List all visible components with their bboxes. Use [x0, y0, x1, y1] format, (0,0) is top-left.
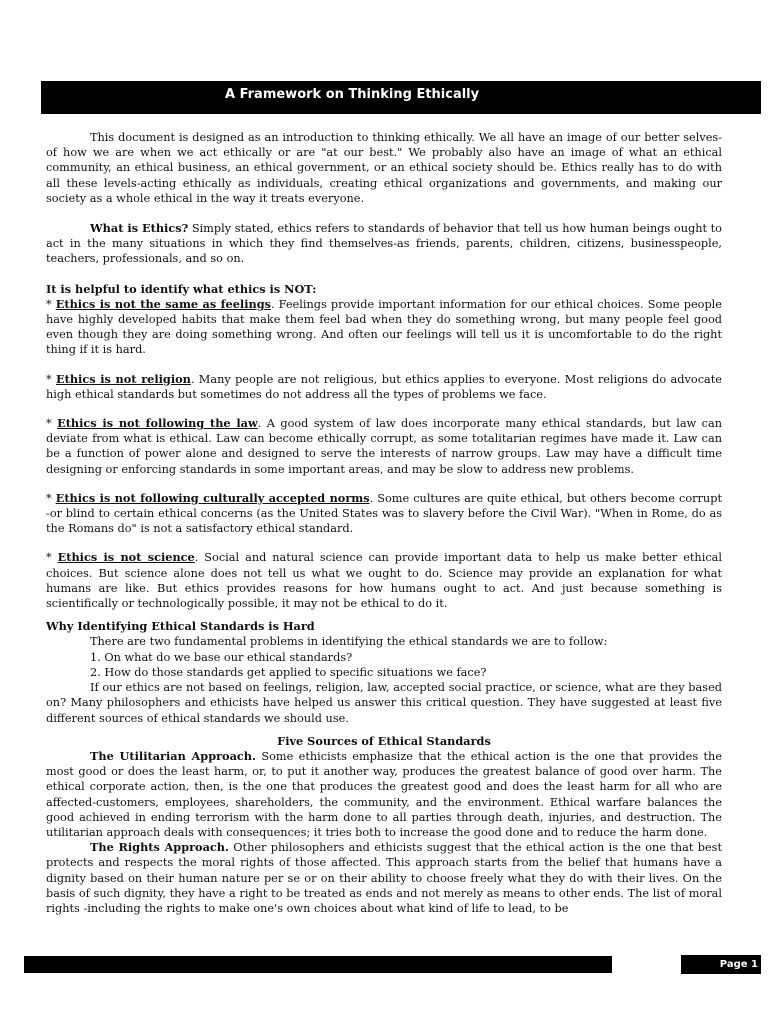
not-item-label: Ethics is not the same as feelings — [55, 296, 271, 311]
why-paragraph: If our ethics are not based on feelings, religion, law, accepted social practice, or science, what are they based on? Many philosophers and ethicists have helped us answer this critical question. They have suggested at least five different sources of ethical standards we should use. — [46, 681, 722, 725]
why-heading: Why Identifying Ethical Standards is Hard — [46, 619, 315, 634]
five-sources-heading: Five Sources of Ethical Standards — [277, 733, 491, 748]
not-item-text: . Some cultures are quite ethical, but others become corrupt -or blind to certain ethical concerns (as the United States was to slavery before the Civil War). "When in Rome, do as the Romans do" is not a satisfactory ethical standard. — [46, 491, 722, 536]
not-item-religion — [46, 372, 722, 402]
utilitarian-label: The Utilitarian Approach. — [90, 748, 256, 763]
bullet-star: * — [46, 491, 56, 505]
not-item-text: . Feelings provide important information for our ethical choices. Some people have highly developed habits that make them feel bad when they do something wrong, but many people feel good even though they are doing something wrong. And often our feelings will tell us it is uncomfortable to do the right thing if it is hard. — [46, 297, 722, 357]
not-item-label: Ethics is not religion — [55, 371, 191, 386]
not-item-law — [46, 416, 722, 477]
what-is-ethics-paragraph — [46, 221, 722, 267]
not-item-norms — [46, 491, 722, 537]
utilitarian-text: Some ethicists emphasize that the ethical action is the one that provides the most good or does the least harm, or, to put it another way, produces the greatest balance of good over harm. The ethical corporate action, then, is the one that produces the greatest good and does the least harm for all who are affected-customers, employees, shareholders, the community, and the environment. Ethical warfare balances the good achieved in ending terrorism with the harm done to all parties through death, injuries, and destruction. The utilitarian approach deals with consequences; it tries both to increase the good done and to reduce the harm done. — [46, 749, 723, 839]
not-item-text: . Social and natural science can provide important data to help us make better ethical choices. But science alone does not tell us what we ought to do. Science may provide an explanation for what humans are like. But ethics provides reasons for how humans ought to act. And just because something is scientifically or technologically possible, it may not be ethical to do it. — [46, 551, 722, 611]
why-intro: There are two fundamental problems in identifying the ethical standards we are to follow: — [90, 635, 608, 649]
page-number: Page 1 — [681, 955, 761, 974]
not-item-label: Ethics is not following the law — [57, 416, 258, 431]
bullet-star: * — [46, 417, 58, 431]
why-item: 2. How do those standards get applied to specific situations we face? — [90, 665, 487, 679]
not-item-feelings — [46, 297, 722, 358]
bullet-star: * — [46, 297, 56, 311]
not-item-label: Ethics is not science — [57, 550, 195, 565]
what-is-ethics-text: Simply stated, ethics refers to standards of behavior that tell us how human beings ought to act in the many situations in which they find themselves-as friends, parents, children, citizens, businesspeople, teachers, professionals, and so on. — [46, 222, 722, 266]
not-item-text: . A good system of law does incorporate many ethical standards, but law can deviate from what is ethical. Law can become ethically corrupt, as some totalitarian regimes have made it. Law can be a function of power alone and designed to serve the interests of narrow groups. Law may have a difficult time designing or enforcing standards in some important areas, and may be slow to address new problems. — [46, 417, 722, 476]
footer-bar — [24, 956, 612, 973]
rights-paragraph — [46, 840, 722, 916]
why-item: 1. On what do we base our ethical standards? — [90, 650, 353, 664]
what-is-ethics-label: What is Ethics? — [90, 221, 189, 236]
intro-paragraph: This document is designed as an introduction to thinking ethically. We all have an image of our better selves-of how we are when we act ethically or are "at our best." We probably also have an image of what an ethical community, an ethical business, an ethical government, or an ethical society should be. Ethics really has to do with all these levels-acting ethically as individuals, creating ethical organizations and governments, and making our society as a whole ethical in the way it treats everyone. — [46, 131, 722, 205]
rights-text: Other philosophers and ethicists suggest that the ethical action is the one that best protects and respects the moral rights of those affected. This approach starts from the belief that humans have a dignity based on their human nature per se or on their ability to choose freely what they do with their lives. On the basis of such dignity, they have a right to be treated as ends and not merely as means to other ends. The list of moral rights -including the rights to make one's own choices about what kind of life to lead, to be — [46, 841, 722, 915]
document-body — [46, 130, 722, 916]
not-heading: It is helpful to identify what ethics is NOT: — [46, 281, 317, 296]
not-item-science — [46, 550, 722, 611]
not-item-label: Ethics is not following culturally accepted norms — [55, 490, 370, 505]
bullet-star: * — [46, 372, 56, 386]
utilitarian-paragraph — [46, 749, 722, 840]
bullet-star: * — [46, 551, 58, 565]
not-item-text: . Many people are not religious, but ethics applies to everyone. Most religions do advocate high ethical standards but sometimes do not address all the types of problems we face. — [46, 372, 722, 401]
document-title: A Framework on Thinking Ethically — [41, 81, 761, 114]
rights-label: The Rights Approach. — [90, 840, 229, 855]
